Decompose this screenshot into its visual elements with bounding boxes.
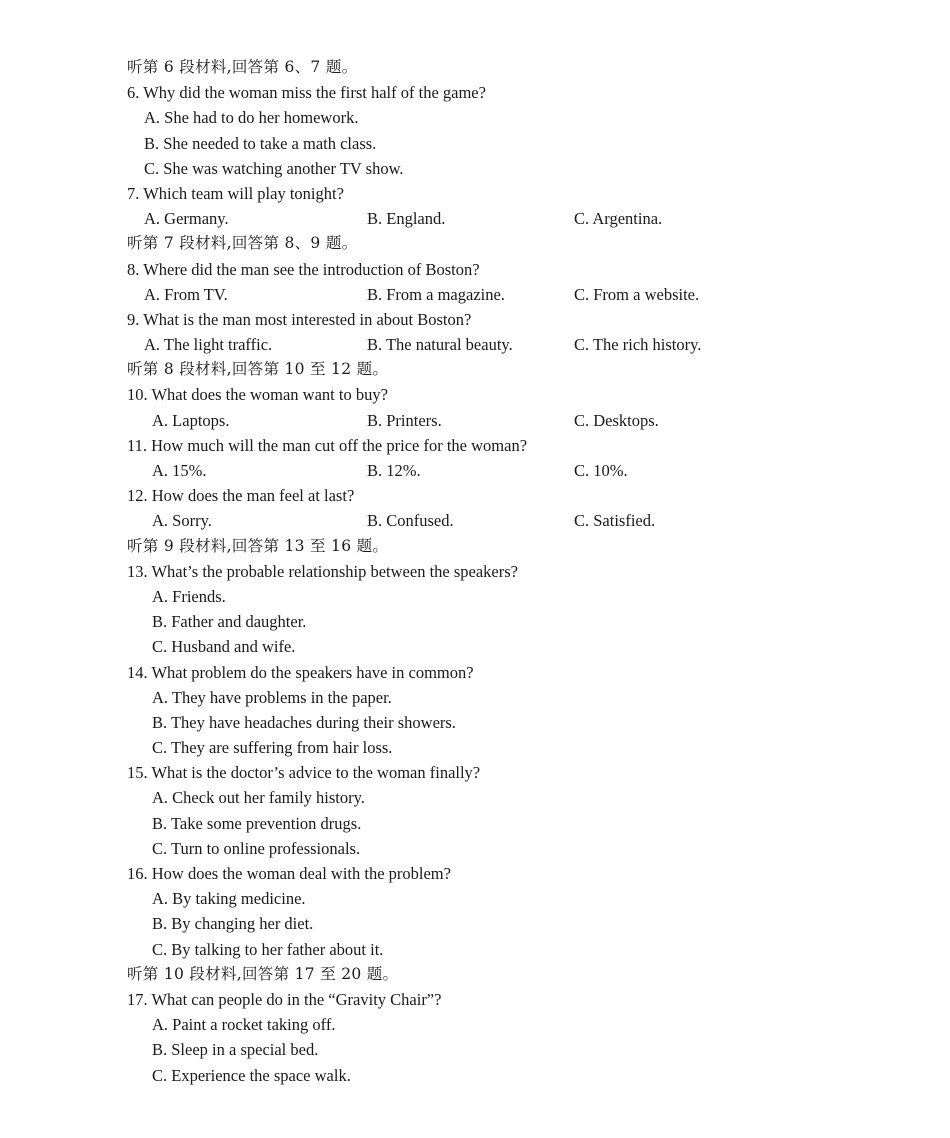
answer-option: A. She had to do her homework.: [144, 108, 359, 128]
answer-option: C. The rich history.: [574, 335, 702, 355]
answer-option: C. They are suffering from hair loss.: [152, 738, 393, 758]
listening-section: [127, 962, 907, 1088]
question-stem: 12. How does the man feel at last?: [127, 486, 355, 506]
answer-option: A. By taking medicine.: [152, 889, 306, 909]
answer-option: A. 15%.: [152, 461, 207, 480]
question-item: [127, 760, 907, 861]
answer-option: B. Confused.: [367, 511, 454, 531]
section-header: 听第 6 段材料,回答第 6、7 题。: [127, 58, 358, 76]
answer-option: B. Take some prevention drugs.: [152, 813, 362, 833]
answer-option: B. England.: [367, 209, 446, 229]
question-stem: 11. How much will the man cut off the price for the woman?: [127, 435, 528, 455]
section-header: 听第 9 段材料,回答第 13 至 16 题。: [127, 536, 389, 555]
option-row: [127, 206, 907, 231]
question-item: [127, 257, 907, 307]
option-row: [127, 282, 907, 307]
answer-option: A. Friends.: [152, 586, 226, 606]
question-stem: 16. How does the woman deal with the problem?: [127, 864, 451, 883]
section-header: 听第 8 段材料,回答第 10 至 12 题。: [127, 360, 389, 379]
question-stem: 13. What’s the probable relationship between the speakers?: [127, 561, 518, 581]
answer-option: B. They have headaches during their showers.: [152, 712, 456, 732]
listening-section: [127, 534, 907, 962]
answer-option: A. From TV.: [144, 284, 228, 304]
question-stem: 17. What can people do in the “Gravity Chair”?: [127, 989, 442, 1009]
answer-option: A. Sorry.: [152, 511, 212, 531]
question-stem: 14. What problem do the speakers have in common?: [127, 662, 474, 682]
question-item: [127, 433, 907, 483]
answer-option: C. She was watching another TV show.: [144, 158, 404, 178]
answer-option: B. Sleep in a special bed.: [152, 1040, 319, 1060]
answer-option: C. Husband and wife.: [152, 637, 296, 657]
question-stem: 10. What does the woman want to buy?: [127, 385, 388, 405]
question-stem: 7. Which team will play tonight?: [127, 183, 344, 203]
answer-option: B. Father and daughter.: [152, 612, 307, 632]
option-row: [127, 508, 907, 533]
answer-option: C. Experience the space walk.: [152, 1065, 351, 1085]
option-row: [127, 458, 907, 483]
answer-option: C. 10%.: [574, 461, 628, 480]
question-stem: 6. Why did the woman miss the first half of the game?: [127, 83, 486, 103]
answer-option: B. 12%.: [367, 461, 421, 480]
question-item: [127, 861, 907, 962]
answer-option: C. From a website.: [574, 284, 700, 304]
question-item: [127, 483, 907, 533]
answer-option: A. Laptops.: [152, 410, 230, 430]
answer-option: A. Germany.: [144, 209, 229, 229]
answer-option: A. Paint a rocket taking off.: [152, 1015, 336, 1035]
option-row: [127, 332, 907, 357]
question-item: [127, 80, 907, 181]
question-item: [127, 307, 907, 357]
answer-option: B. The natural beauty.: [367, 335, 513, 355]
question-item: [127, 559, 907, 660]
section-header: 听第 7 段材料,回答第 8、9 题。: [127, 234, 358, 253]
answer-option: A. The light traffic.: [144, 335, 273, 355]
section-header: 听第 10 段材料,回答第 17 至 20 题。: [127, 964, 399, 983]
answer-option: A. They have problems in the paper.: [152, 687, 392, 707]
answer-option: C. Turn to online professionals.: [152, 838, 361, 858]
question-stem: 8. Where did the man see the introduction of Boston?: [127, 259, 480, 279]
answer-option: B. By changing her diet.: [152, 914, 314, 934]
answer-option: C. Satisfied.: [574, 511, 656, 531]
question-stem: 9. What is the man most interested in about Boston?: [127, 309, 472, 329]
answer-option: C. By talking to her father about it.: [152, 939, 384, 959]
listening-section: [127, 231, 907, 357]
question-item: [127, 382, 907, 432]
question-item: [127, 660, 907, 761]
exam-page: [127, 55, 907, 1088]
answer-option: C. Argentina.: [574, 209, 663, 229]
question-item: [127, 987, 907, 1088]
question-stem: 15. What is the doctor’s advice to the woman finally?: [127, 763, 481, 783]
question-item: [127, 181, 907, 231]
listening-section: [127, 55, 907, 231]
answer-option: B. From a magazine.: [367, 284, 505, 304]
answer-option: C. Desktops.: [574, 410, 659, 430]
answer-option: A. Check out her family history.: [152, 788, 365, 808]
option-row: [127, 408, 907, 433]
answer-option: B. Printers.: [367, 410, 442, 430]
listening-section: [127, 357, 907, 533]
answer-option: B. She needed to take a math class.: [144, 133, 377, 153]
